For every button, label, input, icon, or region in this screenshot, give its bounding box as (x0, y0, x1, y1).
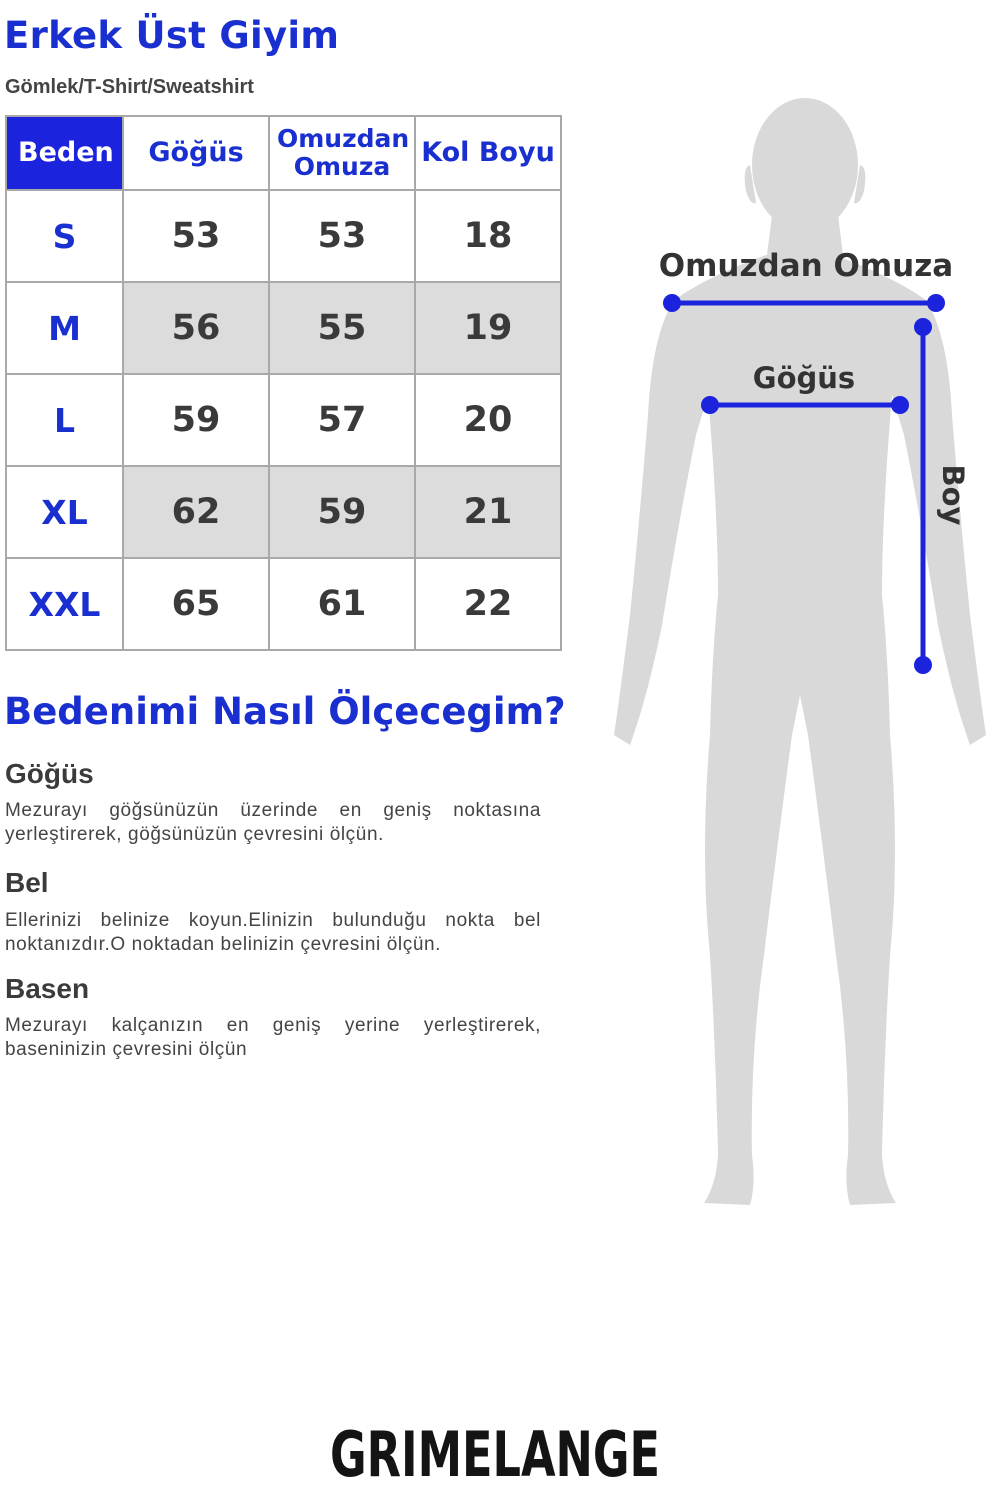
size-cell: XL (6, 466, 123, 558)
gogus-cell: 59 (123, 374, 269, 466)
section-text-basen: Mezurayı kalçanızın en geniş yerine yerleştirerek, baseninizin çevresini ölçün (5, 1015, 541, 1060)
howto-title: Bedenimi Nasıl Ölçecegim? (4, 690, 566, 733)
body-measurement-figure (600, 95, 1000, 1215)
section-text-gogus: Mezurayı göğsünüzün üzerinde en geniş noktasına yerleştirerek, göğsünüzün çevresini ölçün. (5, 800, 541, 845)
section-title-bel: Bel (5, 867, 49, 898)
section-text-bel: Ellerinizi belinize koyun.Elinizin bulunduğu nokta bel noktanızdır.O noktadan belinizin çevresini ölçün. (5, 910, 541, 955)
omuz-cell: 57 (269, 374, 415, 466)
table-row (6, 190, 561, 282)
kol-cell: 21 (415, 466, 561, 558)
kol-cell: 19 (415, 282, 561, 374)
page-subtitle: Gömlek/T-Shirt/Sweatshirt (5, 76, 254, 98)
header-gogus: Göğüs (123, 116, 269, 190)
table-row (6, 558, 561, 650)
table-row (6, 282, 561, 374)
header-kol-boyu: Kol Boyu (415, 116, 561, 190)
omuz-cell: 61 (269, 558, 415, 650)
gogus-cell: 62 (123, 466, 269, 558)
size-cell: L (6, 374, 123, 466)
kol-cell: 22 (415, 558, 561, 650)
header-omuzdan-omuza-label: Omuzdan Omuza (277, 124, 410, 181)
shoulder-label: Omuzdan Omuza (658, 248, 954, 284)
omuz-cell: 59 (269, 466, 415, 558)
gogus-cell: 65 (123, 558, 269, 650)
omuz-cell: 53 (269, 190, 415, 282)
section-title-gogus: Göğüs (5, 758, 94, 789)
table-row (6, 374, 561, 466)
gogus-cell: 53 (123, 190, 269, 282)
length-label: Boy (936, 464, 970, 526)
table-header-row (6, 116, 561, 190)
page-title: Erkek Üst Giyim (4, 14, 340, 57)
size-table (5, 115, 562, 651)
size-cell: S (6, 190, 123, 282)
omuz-cell: 55 (269, 282, 415, 374)
header-beden: Beden (6, 116, 123, 190)
gogus-cell: 56 (123, 282, 269, 374)
header-omuzdan-omuza (269, 116, 415, 190)
chest-label: Göğüs (752, 361, 856, 395)
section-title-basen: Basen (5, 973, 90, 1004)
table-row (6, 466, 561, 558)
size-cell: M (6, 282, 123, 374)
brand-logo: GRIMELANGE (329, 1418, 661, 1491)
kol-cell: 20 (415, 374, 561, 466)
size-cell: XXL (6, 558, 123, 650)
kol-cell: 18 (415, 190, 561, 282)
